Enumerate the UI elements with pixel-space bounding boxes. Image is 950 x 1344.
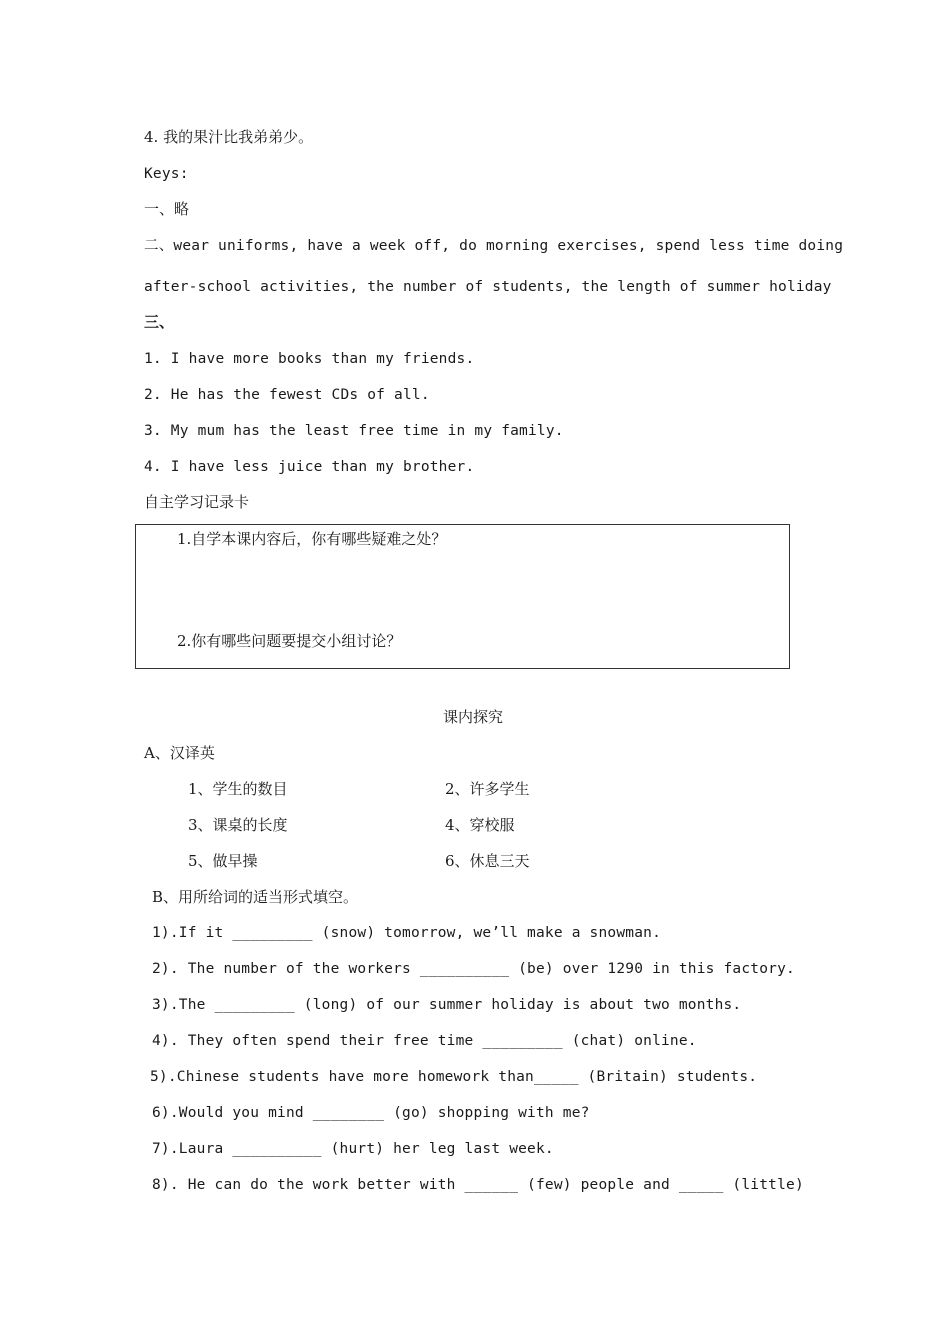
part-a-item: 5、做早操 <box>188 852 258 870</box>
part-b-item: 8). He can do the work better with ______ (few) people and _____ (little) <box>152 1177 804 1193</box>
section-title: 课内探究 <box>443 708 504 726</box>
keys-part3-item: 3. My mum has the least free time in my family. <box>144 423 564 439</box>
part-a-item: 1、学生的数目 <box>188 780 288 798</box>
part-b-item: 1).If it _________ (snow) tomorrow, we’ll make a snowman. <box>152 925 661 941</box>
part-a-item: 2、许多学生 <box>445 780 530 798</box>
record-card-title: 自主学习记录卡 <box>144 493 250 511</box>
part-a-item: 3、课桌的长度 <box>188 816 288 834</box>
keys-part3-item: 2. He has the fewest CDs of all. <box>144 387 430 403</box>
part-b-item: 4). They often spend their free time _________ (chat) online. <box>152 1033 697 1049</box>
part-b-item: 7).Laura __________ (hurt) her leg last week. <box>152 1141 554 1157</box>
record-card-question-2: 2.你有哪些问题要提交小组讨论？ <box>177 632 402 650</box>
keys-part1: 一、略 <box>144 200 190 218</box>
keys-heading: Keys: <box>144 166 189 182</box>
keys-part3-item: 4. I have less juice than my brother. <box>144 459 475 475</box>
part-b-heading: B、用所给词的适当形式填空。 <box>152 888 359 906</box>
part-b-item: 6).Would you mind ________ (go) shopping with me? <box>152 1105 590 1121</box>
part-b-item: 2). The number of the workers __________ (be) over 1290 in this factory. <box>152 961 795 977</box>
part-a-item: 4、穿校服 <box>445 816 515 834</box>
keys-part3-heading: 三、 <box>144 313 175 331</box>
part-b-item: 3).The _________ (long) of our summer holiday is about two months. <box>152 997 742 1013</box>
keys-part3-item: 1. I have more books than my friends. <box>144 351 475 367</box>
part-b-item: 5).Chinese students have more homework than_____ (Britain) students. <box>150 1069 758 1085</box>
part-a-heading: A、汉译英 <box>144 744 215 762</box>
keys-part2-line1: 二、wear uniforms, have a week off, do morning exercises, spend less time doing <box>144 238 844 254</box>
part-a-item: 6、休息三天 <box>445 852 530 870</box>
intro-line: 4. 我的果汁比我弟弟少。 <box>144 128 314 146</box>
keys-part2-line2: after-school activities, the number of students, the length of summer holiday <box>144 279 832 295</box>
record-card-question-1: 1.自学本课内容后，你有哪些疑难之处？ <box>177 530 447 548</box>
